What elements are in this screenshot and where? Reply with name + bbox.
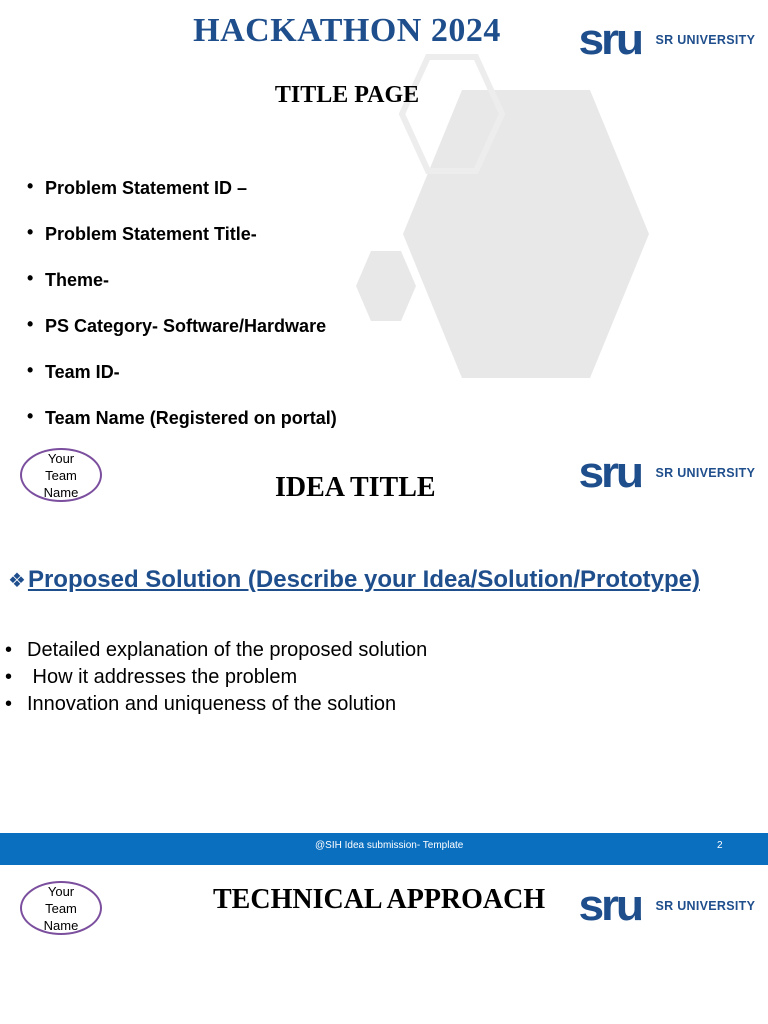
logo-text: SR UNIVERSITY [655,33,756,47]
proposed-solution-heading [8,566,700,594]
oval-line: Team [45,900,77,916]
hexagon-large [403,90,649,378]
list-item: • Problem Statement ID – [27,177,427,223]
logo-mark: sru [578,15,641,64]
footer-text: @SIH Idea submission- Template [315,840,464,851]
list-item: • Problem Statement Title- [27,223,427,269]
slide-title: HACKATHON 2024 [193,12,501,49]
oval-line: Name [43,484,79,500]
logo-text: SR UNIVERSITY [655,899,756,913]
logo-mark: sru [578,448,641,497]
solution-points-list [0,637,600,718]
logo-mark: sru [578,881,641,930]
slide-footer [0,833,768,865]
list-item: • Team ID- [27,361,427,407]
oval-line: Name [43,917,79,933]
oval-line: Team [45,467,77,483]
oval-line: Your [47,450,75,466]
oval-line: Your [47,883,75,899]
list-item: • Theme- [27,269,427,315]
diamond-bullet-icon: ❖ [8,569,26,592]
university-logo [578,448,756,497]
problem-statement-list [27,177,427,453]
idea-title: IDEA TITLE [275,472,436,503]
team-name-oval [20,881,102,935]
list-item: • Innovation and uniqueness of the solution [0,691,600,718]
logo-text: SR UNIVERSITY [655,466,756,480]
university-logo [578,881,756,930]
page-number: 2 [717,840,723,851]
technical-approach-title: TECHNICAL APPROACH [213,884,546,915]
university-logo [578,15,756,64]
slide-subtitle: TITLE PAGE [274,82,420,108]
list-item: • Detailed explanation of the proposed solution [0,637,600,664]
list-item: • Team Name (Registered on portal) [27,407,427,453]
section-heading: Proposed Solution (Describe your Idea/Solution/Prototype) [27,566,700,593]
list-item: • PS Category- Software/Hardware [27,315,427,361]
team-name-oval [20,448,102,502]
list-item: • How it addresses the problem [0,664,600,691]
